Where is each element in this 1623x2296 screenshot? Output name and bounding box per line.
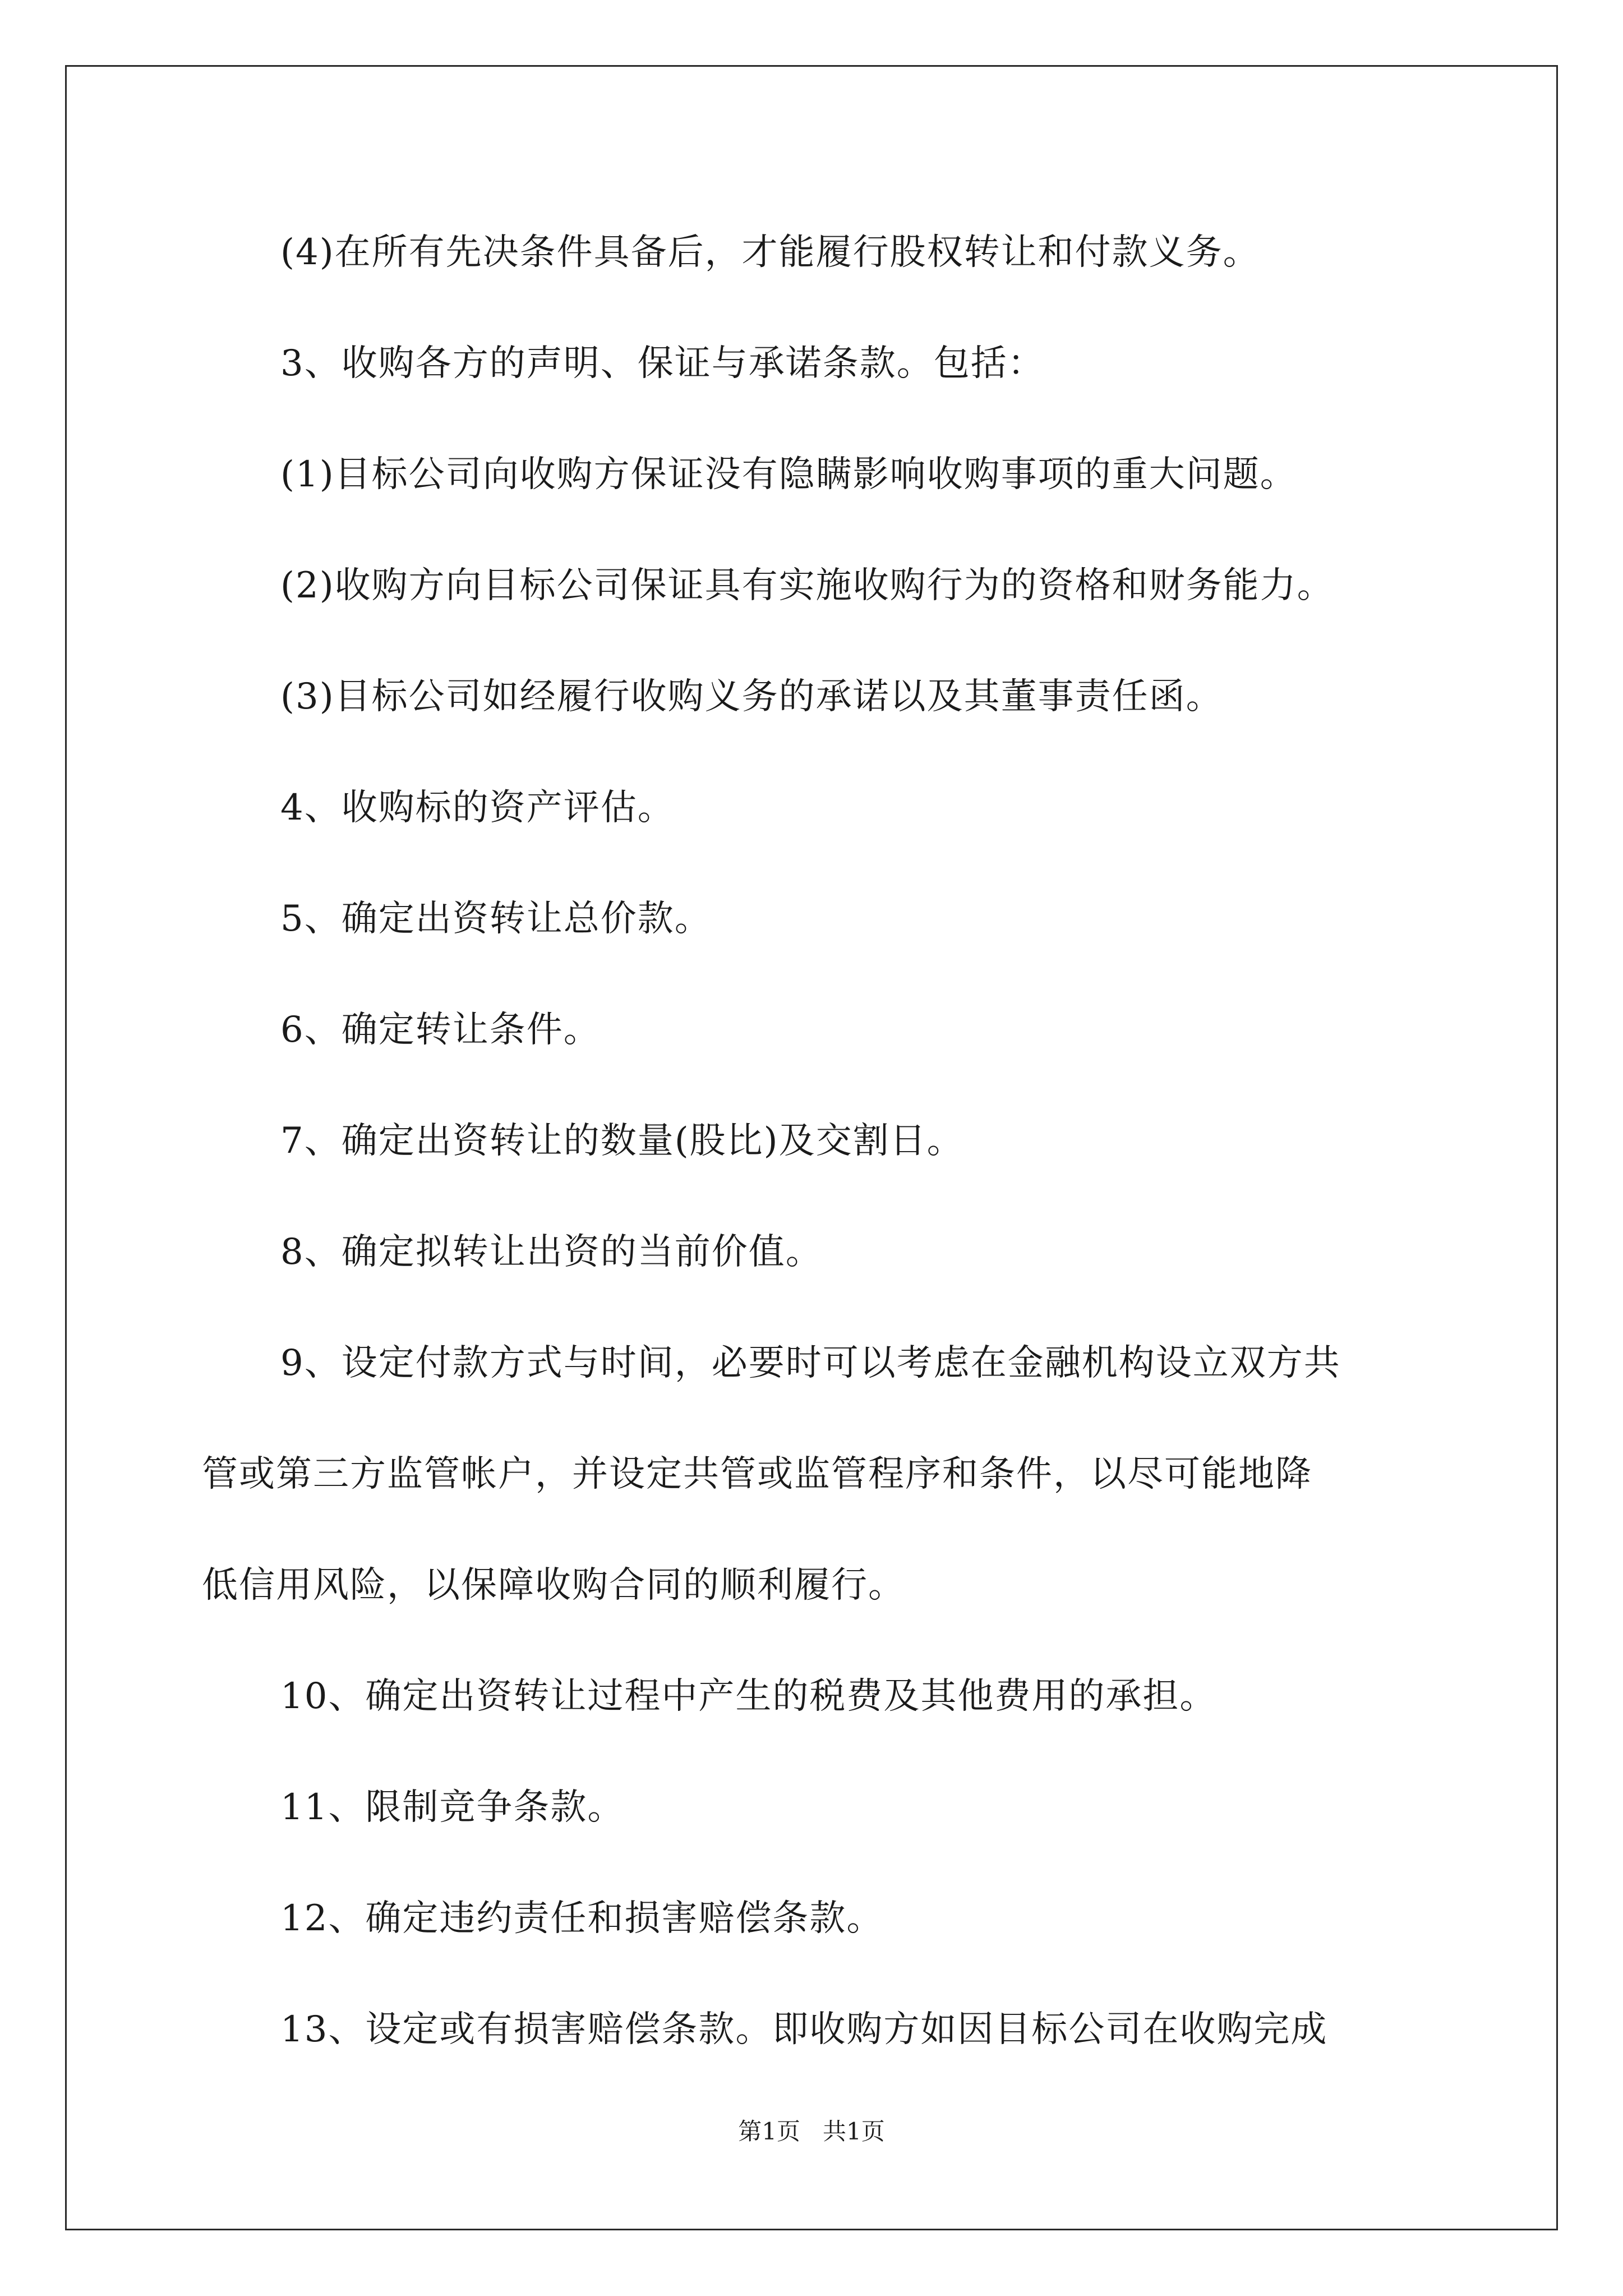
paragraph-line: 4、收购标的资产评估。 bbox=[280, 787, 675, 829]
paragraph-line: 10、确定出资转让过程中产生的税费及其他费用的承担。 bbox=[280, 1676, 1217, 1717]
page-footer: 第1页 共1页 bbox=[738, 2118, 885, 2145]
paragraph-line: (4)在所有先决条件具备后，才能履行股权转让和付款义务。 bbox=[280, 232, 1260, 273]
paragraph-line: 6、确定转让条件。 bbox=[280, 1009, 601, 1051]
paragraph-line: (3)目标公司如经履行收购义务的承诺以及其董事责任函。 bbox=[280, 676, 1223, 717]
paragraph-line: (2)收购方向目标公司保证具有实施收购行为的资格和财务能力。 bbox=[280, 565, 1334, 606]
paragraph-line: (1)目标公司向收购方保证没有隐瞒影响收购事项的重大问题。 bbox=[280, 454, 1297, 495]
paragraph-line: 8、确定拟转让出资的当前价值。 bbox=[280, 1231, 823, 1273]
paragraph-line: 13、设定或有损害赔偿条款。即收购方如因目标公司在收购完成 bbox=[280, 2009, 1328, 2050]
paragraph-line: 7、确定出资转让的数量(股比)及交割日。 bbox=[280, 1120, 964, 1162]
paragraph-line: 11、限制竞争条款。 bbox=[280, 1787, 625, 1828]
paragraph-line: 低信用风险，以保障收购合同的顺利履行。 bbox=[202, 1565, 905, 1606]
paragraph-line: 9、设定付款方式与时间，必要时可以考虑在金融机构设立双方共 bbox=[280, 1342, 1341, 1384]
paragraph-line: 3、收购各方的声明、保证与承诺条款。包括： bbox=[280, 343, 1045, 384]
paragraph-line: 12、确定违约责任和损害赔偿条款。 bbox=[280, 1898, 884, 1939]
paragraph-line: 5、确定出资转让总价款。 bbox=[280, 898, 712, 940]
paragraph-line: 管或第三方监管帐户，并设定共管或监管程序和条件，以尽可能地降 bbox=[202, 1453, 1312, 1495]
